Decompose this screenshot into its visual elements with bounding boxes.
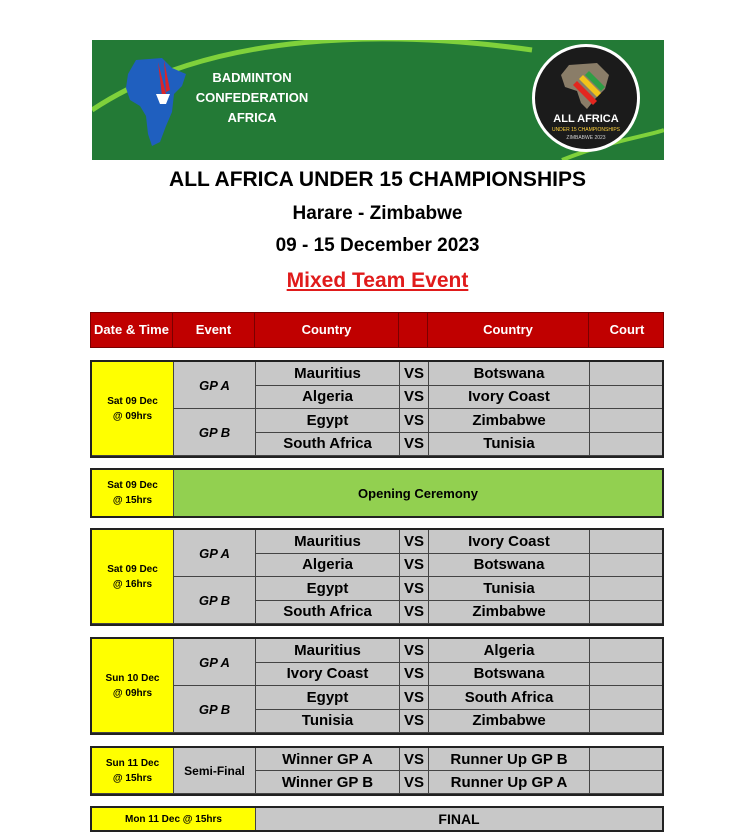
team-away: Tunisia — [429, 577, 590, 601]
team-away: Runner Up GP B — [429, 748, 590, 771]
team-away: Botswana — [429, 663, 590, 687]
header-event: Event — [173, 313, 255, 347]
final-match: FINAL — [256, 808, 662, 830]
session-date-label: Sat 09 Dec — [107, 563, 158, 575]
session-time-label: @ 16hrs — [112, 578, 153, 590]
group-label: GP B — [174, 686, 256, 733]
team-away: Botswana — [429, 554, 590, 578]
team-home: Tunisia — [256, 710, 400, 734]
team-away: Ivory Coast — [429, 530, 590, 554]
vs-label: VS — [400, 639, 429, 663]
group-label: GP B — [174, 577, 256, 624]
team-away: Botswana — [429, 362, 590, 386]
logo-graphic — [535, 47, 637, 149]
team-away: South Africa — [429, 686, 590, 710]
vs-label: VS — [400, 386, 429, 410]
team-home: Mauritius — [256, 530, 400, 554]
session-block — [90, 806, 664, 832]
court-cell — [590, 771, 662, 794]
org-line: CONFEDERATION — [195, 90, 309, 105]
session-block — [90, 746, 664, 796]
court-cell — [590, 710, 662, 734]
team-away: Zimbabwe — [429, 710, 590, 734]
header-banner — [92, 40, 664, 160]
court-cell — [590, 748, 662, 771]
team-home: Mauritius — [256, 639, 400, 663]
vs-label: VS — [400, 686, 429, 710]
session-time-label: @ 09hrs — [112, 687, 153, 699]
vs-label: VS — [400, 663, 429, 687]
team-home: Winner GP A — [256, 748, 400, 771]
logo-subtitle-2: ZIMBABWE 2023 — [566, 135, 606, 141]
team-home: Mauritius — [256, 362, 400, 386]
court-cell — [590, 601, 662, 625]
team-home: Egypt — [256, 686, 400, 710]
date-range: 09 - 15 December 2023 — [275, 235, 480, 256]
session-date — [92, 639, 174, 733]
court-cell — [590, 554, 662, 578]
session-block — [90, 468, 664, 518]
header-court: Court — [609, 322, 645, 337]
org-line: BADMINTON — [212, 70, 292, 85]
logo-title: ALL AFRICA — [553, 113, 619, 125]
team-away: Algeria — [429, 639, 590, 663]
championship-logo — [532, 44, 640, 152]
session-date-label: Sat 09 Dec — [107, 480, 158, 491]
africa-map-icon — [122, 54, 192, 152]
session-block — [90, 637, 664, 735]
vs-label: VS — [400, 530, 429, 554]
vs-label: VS — [400, 409, 429, 433]
session-date — [92, 748, 174, 794]
event-title: Mixed Team Event — [286, 269, 469, 292]
opening-ceremony: Opening Ceremony — [174, 470, 662, 516]
group-label: GP A — [174, 530, 256, 577]
session-time-label: @ 15hrs — [112, 495, 153, 506]
court-cell — [590, 530, 662, 554]
team-away: Runner Up GP A — [429, 771, 590, 794]
session-date — [92, 470, 174, 516]
court-cell — [590, 663, 662, 687]
vs-label: VS — [400, 771, 429, 794]
vs-label: VS — [400, 577, 429, 601]
team-away: Zimbabwe — [429, 409, 590, 433]
header-vs-blank — [399, 313, 428, 347]
team-away: Zimbabwe — [429, 601, 590, 625]
vs-label: VS — [400, 554, 429, 578]
team-home: Algeria — [256, 386, 400, 410]
session-time-label: @ 15hrs — [112, 772, 153, 784]
header-country-1: Country — [255, 313, 399, 347]
court-cell — [590, 433, 662, 457]
organization-name — [184, 68, 320, 128]
session-block — [90, 528, 664, 626]
session-date: Mon 11 Dec @ 15hrs — [92, 808, 256, 830]
team-home: Ivory Coast — [256, 663, 400, 687]
session-date-label: Sun 11 Dec — [105, 757, 160, 769]
vs-label: VS — [400, 433, 429, 457]
team-home: Egypt — [256, 577, 400, 601]
vs-label: VS — [400, 601, 429, 625]
court-cell — [590, 577, 662, 601]
session-date — [92, 530, 174, 624]
session-date-label: Sun 10 Dec — [105, 672, 160, 684]
group-label: GP A — [174, 362, 256, 409]
vs-label: VS — [400, 748, 429, 771]
logo-subtitle: UNDER 15 CHAMPIONSHIPS — [551, 127, 621, 133]
header-date-time: Date & Time — [91, 313, 173, 347]
team-away: Ivory Coast — [429, 386, 590, 410]
location: Harare - Zimbabwe — [292, 203, 463, 224]
org-line: AFRICA — [227, 110, 277, 125]
team-home: Egypt — [256, 409, 400, 433]
court-cell — [590, 386, 662, 410]
court-cell — [590, 639, 662, 663]
court-cell — [590, 362, 662, 386]
vs-label: VS — [400, 362, 429, 386]
session-date — [92, 362, 174, 456]
session-block — [90, 360, 664, 458]
vs-label: VS — [400, 710, 429, 734]
page-title: ALL AFRICA UNDER 15 CHAMPIONSHIPS — [169, 168, 586, 191]
group-label: GP B — [174, 409, 256, 456]
team-home: South Africa — [256, 601, 400, 625]
team-home: Algeria — [256, 554, 400, 578]
stage-label: Semi-Final — [174, 748, 256, 794]
court-cell — [590, 686, 662, 710]
team-home: South Africa — [256, 433, 400, 457]
session-time-label: @ 09hrs — [112, 410, 153, 422]
schedule-header-row — [90, 312, 664, 348]
team-home: Winner GP B — [256, 771, 400, 794]
session-date-label: Sat 09 Dec — [107, 395, 158, 407]
team-away: Tunisia — [429, 433, 590, 457]
header-country-2: Country — [428, 313, 589, 347]
court-cell — [590, 409, 662, 433]
group-label: GP A — [174, 639, 256, 686]
